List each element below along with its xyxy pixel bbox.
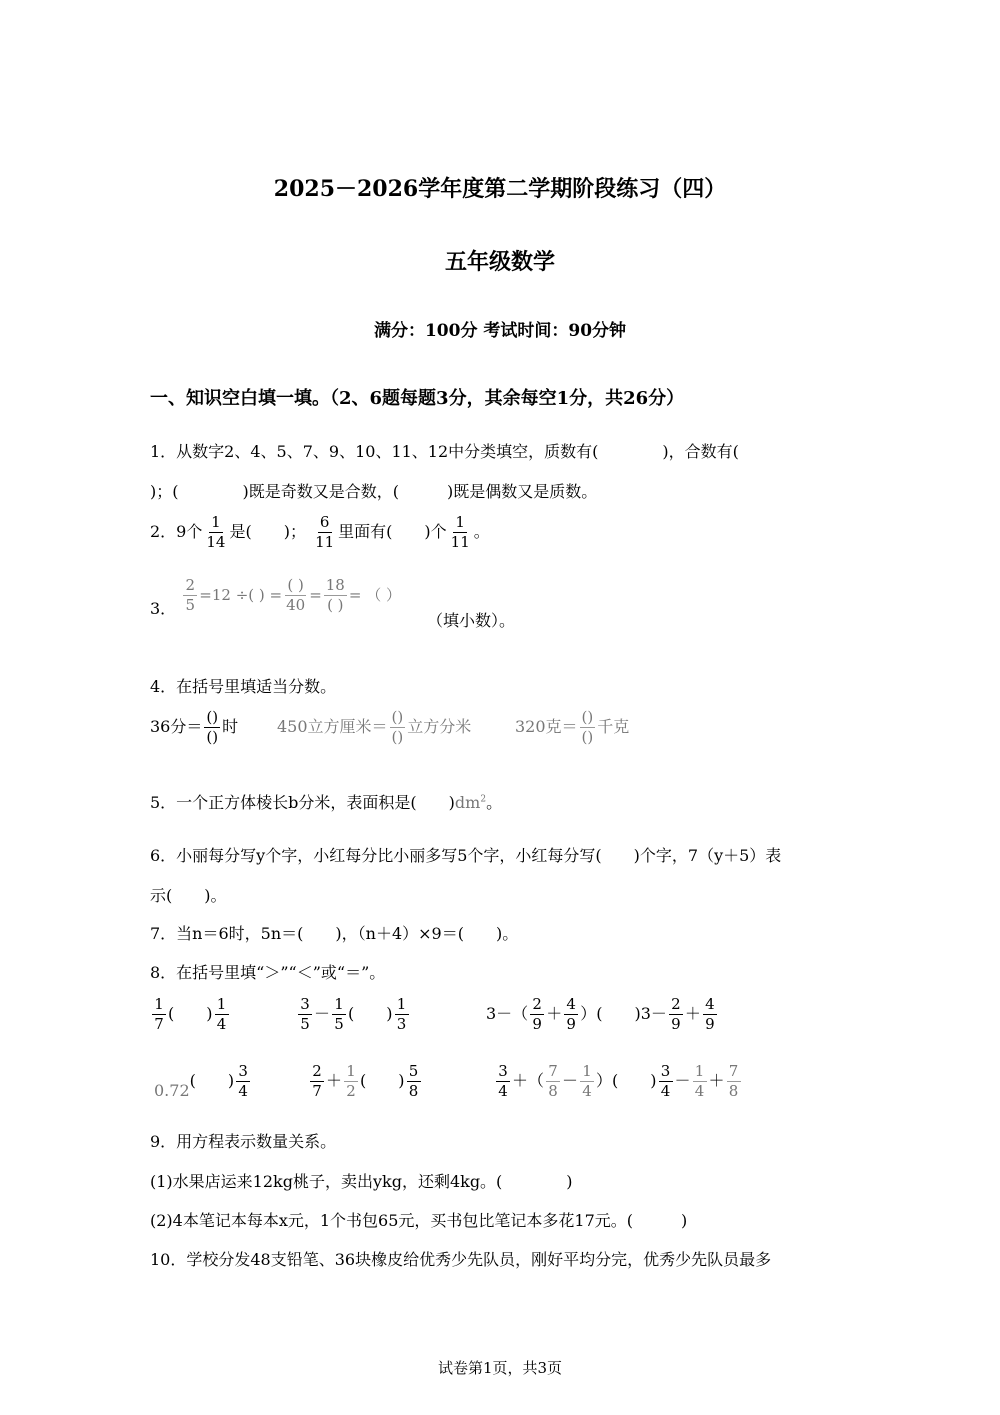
q8-row1-b: $\frac{3}{5}$ － $\frac{1}{5}$ ( ) $\frac{1}{3}$ <box>296 995 411 1034</box>
question-8-stem: 8．在括号里填“＞”“＜”或“＝”。 <box>150 963 386 982</box>
fraction: $\frac{6}{11}$ <box>315 513 335 551</box>
q4-part1: 36分＝ $\frac{()}{()}$ 时 <box>150 708 239 746</box>
q2-text-b: 是( )； <box>229 522 306 541</box>
q3-label: 3． <box>150 598 177 618</box>
q2-text-a: 2．9个 <box>150 522 203 541</box>
q8-row2-a: 0.72( ) $\frac{3}{4}$ <box>154 1062 252 1101</box>
question-10: 10．学校分发48支铅笔、36块橡皮给优秀少先队员，刚好平均分完，优秀少先队员最多 <box>150 1250 772 1269</box>
question-5: 5．一个正方体棱长b分米，表面积是( )$dm^2$。 <box>150 793 503 812</box>
question-6-line1: 6．小丽每分写y个字，小红每分比小丽多写5个字，小红每分写( )个字，7（y＋5）表 <box>150 846 782 865</box>
exam-title: 2025－2026学年度第二学期阶段练习（四） <box>273 176 727 202</box>
question-4-stem: 4．在括号里填适当分数。 <box>150 677 337 696</box>
q8-row1-c: 3－（ $\frac{2}{9}$ ＋ $\frac{4}{9}$ ）( )3－ $\frac{2}{9}$ ＋ $\frac{4}{9}$ <box>486 995 719 1034</box>
q8-row2-b: $\frac{2}{7}$ ＋ $\frac{1}{2}$ ( ) $\frac{5}{8}$ <box>308 1062 423 1101</box>
question-3 <box>150 576 401 618</box>
question-9-part1: (1)水果店运来12kg桃子，卖出ykg，还剩4kg。( ) <box>150 1172 573 1191</box>
q8-row1-a: $\frac{1}{7}$ ( ) $\frac{1}{4}$ <box>150 995 231 1034</box>
section-heading: 一、知识空白填一填。（2、6题每题3分，其余每空1分，共26分） <box>150 388 685 409</box>
page-footer: 试卷第1页，共3页 <box>437 1359 563 1377</box>
question-2: 2．9个 $\frac{1}{14}$ 是( )； $\frac{6}{11}$ 里面有( )个 $\frac{1}{11}$ 。 <box>150 513 490 551</box>
fraction: $\frac{1}{14}$ <box>206 513 226 551</box>
question-9-stem: 9．用方程表示数量关系。 <box>150 1132 337 1151</box>
q4-part2: 450立方厘米＝ $\frac{()}{()}$ 立方分米 <box>277 708 472 746</box>
question-7: 7．当n＝6时，5n＝( )，（n＋4）×9＝( )。 <box>150 924 519 943</box>
fraction: $\frac{1}{11}$ <box>450 513 470 551</box>
question-1-line1: 1．从数字2、4、5、7、9、10、11、12中分类填空，质数有( )，合数有( <box>150 442 739 461</box>
q4-part3: 320克＝ $\frac{()}{()}$ 千克 <box>515 708 630 746</box>
q3-tail: （填小数）。 <box>427 611 516 630</box>
exam-subtitle: 五年级数学 <box>444 249 555 275</box>
question-1-line2: )；( )既是奇数又是合数，( )既是偶数又是质数。 <box>150 482 598 501</box>
question-6-line2: 示( )。 <box>150 886 227 905</box>
q3-expression: $\frac{2}{5}$ =12 ÷( ) = $\frac{( )}{40}$ = $\frac{18}{( )}$ = （ ） <box>181 586 401 604</box>
exam-meta: 满分：100分 考试时间：90分钟 <box>373 321 627 341</box>
q8-row2-c: $\frac{3}{4}$ ＋（ $\frac{7}{8}$ － $\frac{1}{4}$ ）( ) $\frac{3}{4}$ － $\frac{1}{4}$ ＋ $\frac{7}{8}$ <box>494 1062 743 1101</box>
question-9-part2: (2)4本笔记本每本x元，1个书包65元，买书包比笔记本多花17元。( ) <box>150 1211 688 1230</box>
q2-text-c: 里面有( )个 <box>338 522 447 541</box>
